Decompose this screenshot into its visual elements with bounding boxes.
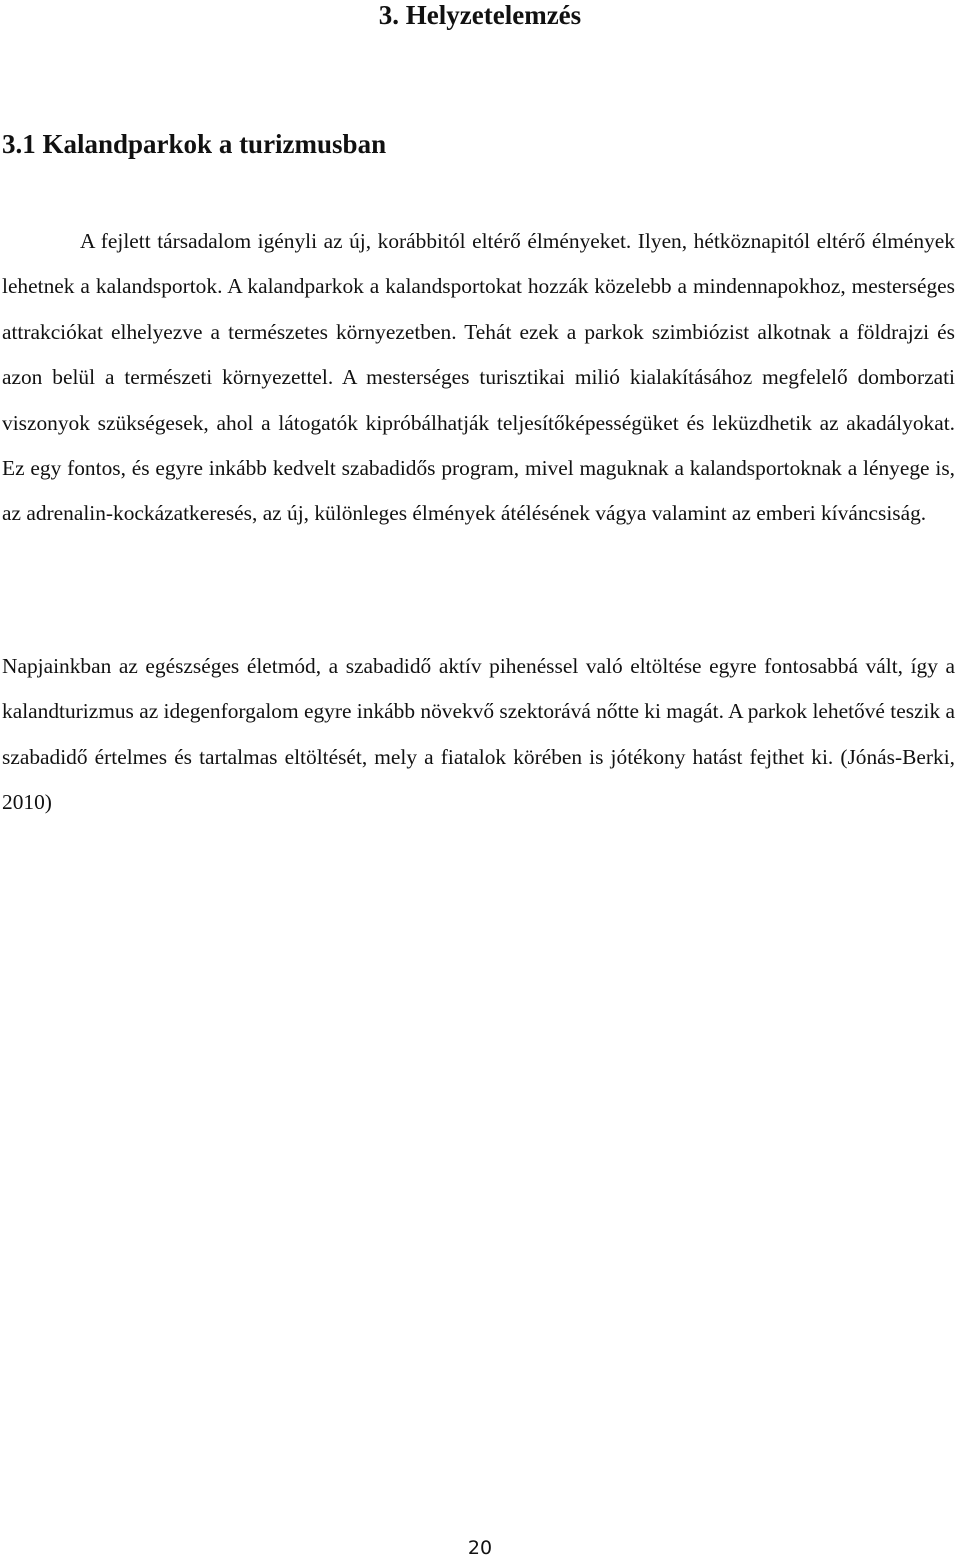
chapter-title: 3. Helyzetelemzés (378, 0, 582, 30)
paragraph-1: A fejlett társadalom igényli az új, korábbitól eltérő élményeket. Ilyen, hétköznapitól eltérő élmények lehetnek a kalandsportok. A kalandparkok a kalandsportokat hozzák közelebb a mindennapokhoz, mesterséges attrakciókat elhelyezve a természetes környezetben. Tehát ezek a parkok szimbiózist alkotnak a földrajzi és azon belül a természeti környezettel. A mesterséges turisztikai milió kialakításához megfelelő domborzati viszonyok szükségesek, ahol a látogatók kipróbálhatják teljesítőképességüket és leküzdhetik az akadályokat. Ez egy fontos, és egyre inkább kedvelt szabadidős program, mivel maguknak a kalandsportoknak a lényege is, az adrenalin-kockázatkeresés, az új, különleges élmények átélésének vágya valamint az emberi kíváncsiság. (2, 229, 955, 526)
section-title: 3.1 Kalandparkok a turizmusban (2, 129, 387, 159)
paragraph-2: Napjainkban az egészséges életmód, a szabadidő aktív pihenéssel való eltöltése egyre fontosabbá vált, így a kalandturizmus az idegenforgalom egyre inkább növekvő szektorává nőtte ki magát. A parkok lehetővé teszik a szabadidő értelmes és tartalmas eltöltését, mely a fiatalok körében is jótékony hatást fejthet ki. (Jónás-Berki, 2010) (2, 654, 955, 815)
page-number: 20 (467, 1537, 493, 1559)
